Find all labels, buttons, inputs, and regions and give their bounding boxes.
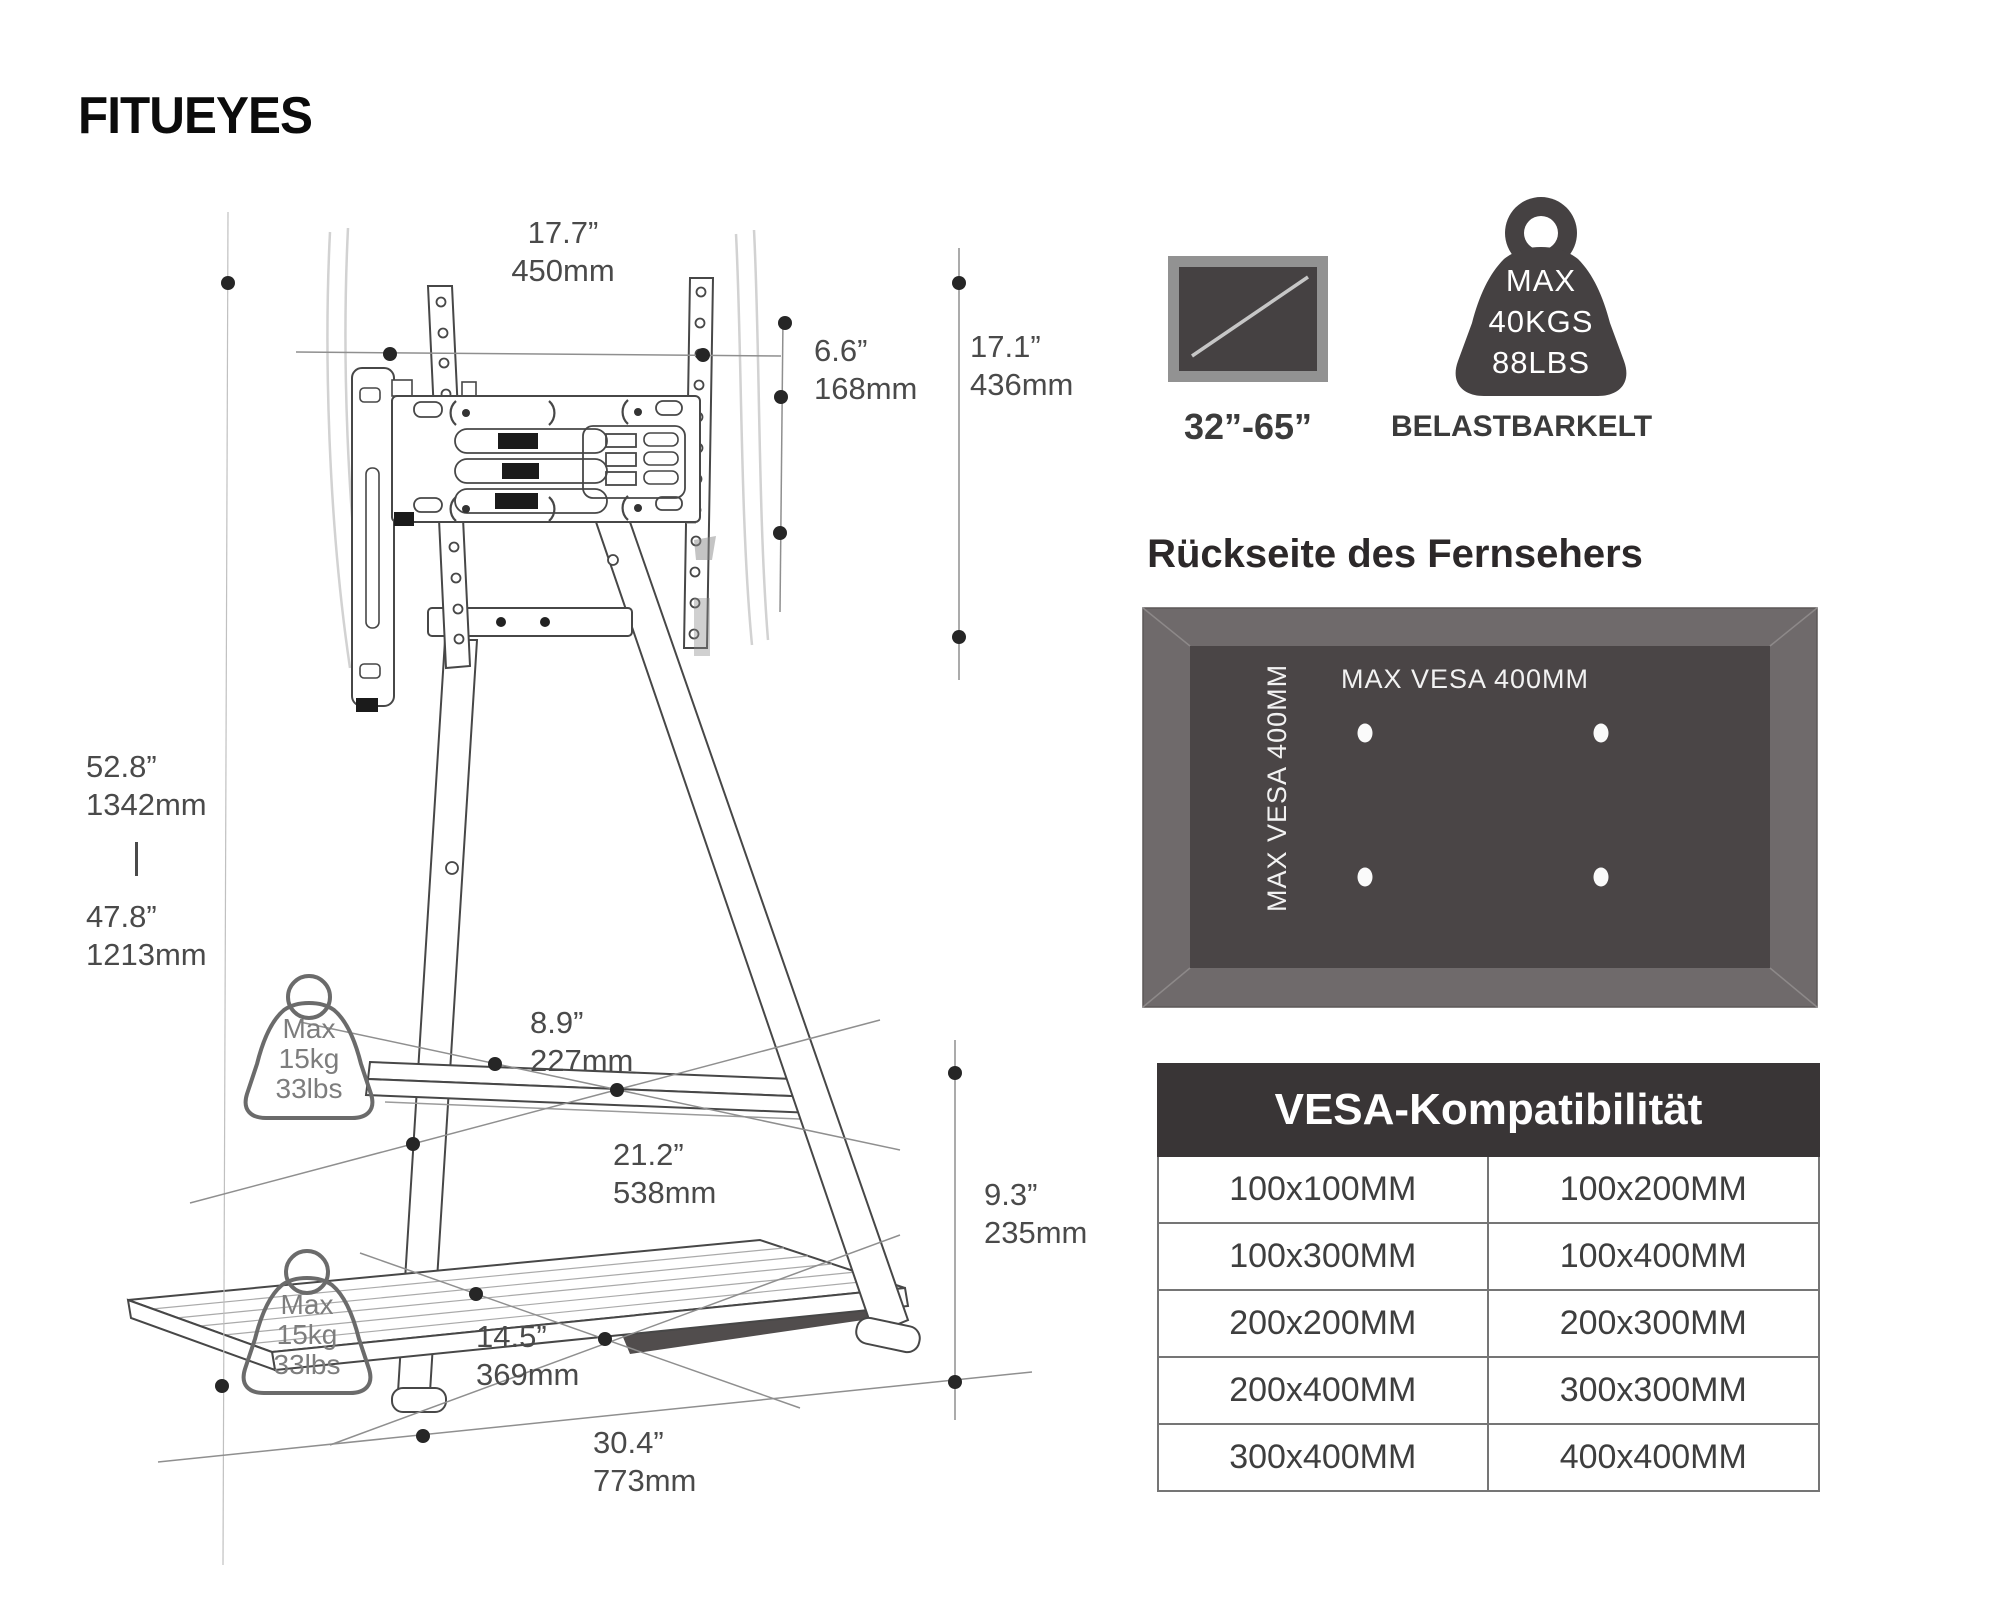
- dim-line-bracket-height: [780, 318, 783, 612]
- dim-inches: 47.8”: [86, 899, 157, 934]
- dim-line-total-height: [223, 212, 228, 1565]
- right-foot: [854, 1316, 922, 1355]
- dim-label-shelf-depth: [530, 1004, 633, 1080]
- vesa-size-cell: 200x300MM: [1489, 1291, 1819, 1358]
- dim-inches: 17.7”: [527, 215, 599, 250]
- dim-label-height-max: [86, 748, 207, 824]
- left-mount-plate: [352, 368, 394, 712]
- dim-label-bracket-height: [814, 332, 917, 408]
- dim-mm: 168mm: [814, 371, 918, 406]
- dim-mm: 369mm: [476, 1357, 580, 1392]
- dim-label-base-width: [593, 1424, 696, 1500]
- dim-mm: 1213mm: [86, 937, 207, 972]
- dim-inches: 52.8”: [86, 749, 157, 784]
- vesa-size-cell: 400x400MM: [1559, 1438, 1747, 1476]
- max-load-line: 88LBS: [1491, 345, 1591, 380]
- dim-mm: 1342mm: [86, 787, 207, 822]
- dim-mm: 436mm: [970, 367, 1074, 402]
- brand-logo: FITUEYES: [78, 87, 312, 145]
- vesa-compatibility-table: [1157, 1063, 1820, 1492]
- mount-bracket: [392, 380, 700, 526]
- dim-mm: 538mm: [613, 1175, 717, 1210]
- dim-mm: 450mm: [511, 253, 615, 288]
- vesa-table-body: [1157, 1157, 1820, 1492]
- vesa-size-cell: 300x400MM: [1159, 1425, 1489, 1490]
- max-load-text: [1461, 260, 1621, 383]
- vesa-horizontal-label: MAX VESA 400MM: [1340, 664, 1590, 694]
- vesa-size-cell: 100x200MM: [1489, 1157, 1819, 1224]
- vesa-size-cell: 100x400MM: [1489, 1224, 1819, 1291]
- vesa-table-title: VESA-Kompatibilität: [1157, 1063, 1820, 1157]
- dim-mm: 235mm: [984, 1215, 1088, 1250]
- crossbar-bolt: [540, 617, 550, 627]
- dim-inches: 21.2”: [613, 1137, 684, 1172]
- dim-inches: 9.3”: [984, 1177, 1038, 1212]
- vesa-size-cell: 300x300MM: [1489, 1358, 1819, 1425]
- left-foot: [392, 1388, 446, 1412]
- load-line: 33lbs: [273, 1349, 341, 1380]
- dim-label-top-width: [483, 214, 643, 290]
- leg-screw-hole: [446, 862, 458, 874]
- dim-inches: 14.5”: [476, 1319, 547, 1354]
- panel-heading: Rückseite des Fernsehers: [1147, 532, 1643, 576]
- load-line: 15kg: [278, 1043, 340, 1074]
- load-line: Max: [282, 1013, 336, 1044]
- vesa-size-cell: 100x300MM: [1159, 1224, 1489, 1291]
- dim-label-height-min: [86, 898, 207, 974]
- dim-label-shelf-width: [613, 1136, 716, 1212]
- dim-mm: 773mm: [593, 1463, 697, 1498]
- dim-inches: 8.9”: [530, 1005, 584, 1040]
- shelf-load-text: [242, 1290, 372, 1380]
- dim-inches: 6.6”: [814, 333, 868, 368]
- dim-mm: 227mm: [530, 1043, 634, 1078]
- height-range-dash: [135, 842, 138, 876]
- vesa-size-cell: 200x400MM: [1159, 1358, 1489, 1425]
- leg-screw-hole: [608, 555, 618, 565]
- load-line: Max: [280, 1289, 334, 1320]
- vesa-size-cell: 200x200MM: [1159, 1291, 1489, 1358]
- screen-size-icon: [1168, 256, 1328, 382]
- dim-inches: 30.4”: [593, 1425, 664, 1460]
- dim-label-mount-height: [970, 328, 1073, 404]
- tv-stand-drawing: [0, 0, 922, 1412]
- screen-size-label: 32”-65”: [1183, 406, 1313, 447]
- load-line: 15kg: [276, 1319, 338, 1350]
- max-load-line: MAX: [1505, 263, 1577, 298]
- dim-label-base-depth: [476, 1318, 579, 1394]
- vesa-size-cell: 100x100MM: [1159, 1157, 1489, 1224]
- load-capacity-label: BELASTBARKELT: [1390, 410, 1653, 443]
- vesa-vertical-label: MAX VESA 400MM: [1262, 663, 1292, 912]
- crossbar-bolt: [496, 617, 506, 627]
- load-line: 33lbs: [275, 1073, 343, 1104]
- shelf-load-text: [244, 1014, 374, 1104]
- dim-inches: 17.1”: [970, 329, 1041, 364]
- max-load-line: 40KGS: [1488, 304, 1594, 339]
- dim-label-base-height: [984, 1176, 1087, 1252]
